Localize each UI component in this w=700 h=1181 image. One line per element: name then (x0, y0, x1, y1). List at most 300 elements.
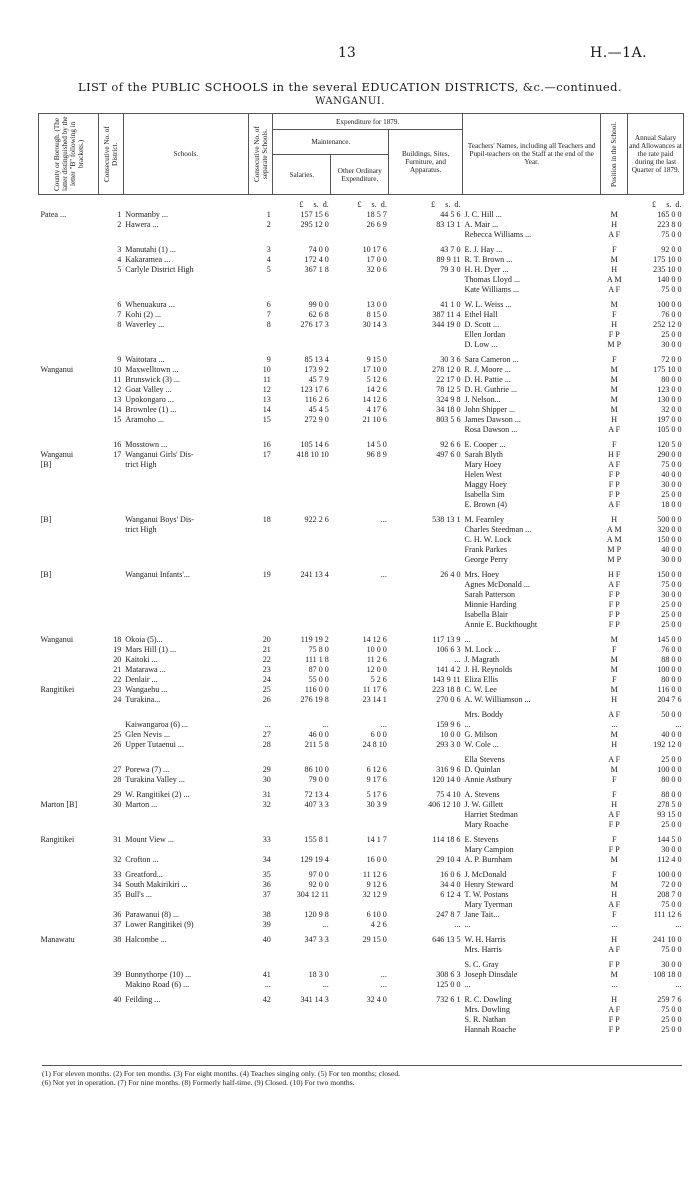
position-cell: A F (608, 945, 621, 954)
separate-no-cell: 30 (262, 775, 271, 784)
buildings-cell: 83 13 1 (436, 220, 461, 229)
school-cell (123, 1025, 248, 1035)
table-row (39, 890, 684, 900)
consec-no-cell: 8 (117, 320, 122, 329)
position-cell: M (610, 635, 618, 644)
separate-no-cell: 10 (262, 365, 271, 374)
county-cell (39, 535, 99, 545)
other-expenditure-cell (331, 610, 389, 620)
other-expenditure-cell (331, 340, 389, 350)
position-cell: F (611, 835, 617, 844)
buildings-cell (389, 755, 463, 765)
buildings-cell: 143 9 11 (432, 675, 461, 684)
annual-salary-cell: 144 5 0 (657, 835, 682, 844)
table-row (39, 415, 684, 425)
annual-salary-cell: 30 0 0 (661, 960, 682, 969)
school-cell: Lower Rangitikei (9) (125, 920, 194, 929)
other-expenditure-cell: ... (380, 980, 387, 989)
teacher-cell: J. Magrath (464, 655, 500, 664)
school-cell: Mosstown ... (125, 440, 168, 449)
salaries-cell: 922 2 6 (304, 515, 329, 524)
table-row (39, 355, 684, 365)
teacher-cell: E. Stevens (464, 835, 499, 844)
table-row (39, 720, 684, 730)
salaries-cell: 18 3 0 (308, 970, 329, 979)
position-cell: H (611, 320, 618, 329)
consec-no-cell: 32 (113, 855, 122, 864)
salaries-cell (273, 285, 331, 295)
table-row (39, 385, 684, 395)
county-cell (39, 855, 99, 865)
other-expenditure-cell: 14 1 7 (366, 835, 387, 844)
county-cell (39, 755, 99, 765)
salaries-cell (273, 545, 331, 555)
salaries-cell: 55 0 0 (308, 675, 329, 684)
annual-salary-cell: ... (675, 980, 682, 989)
teacher-cell: H. H. Dyer ... (464, 265, 509, 274)
annual-salary-cell: 30 0 0 (661, 845, 682, 854)
salaries-cell: 173 9 2 (304, 365, 329, 374)
school-cell: South Makirikiri ... (125, 880, 188, 889)
table-row (39, 800, 684, 810)
other-expenditure-cell: 5 17 6 (366, 790, 387, 799)
consec-no-cell (99, 620, 124, 630)
other-expenditure-cell: ... (380, 970, 387, 979)
table-row (39, 285, 684, 295)
teacher-cell: D. H. Pattie ... (464, 375, 511, 384)
consec-no-cell (99, 460, 124, 470)
county-cell (39, 525, 99, 535)
school-cell: Goat Valley ... (125, 385, 172, 394)
buildings-cell (389, 275, 463, 285)
buildings-cell: 30 3 6 (440, 355, 461, 364)
buildings-cell (389, 580, 463, 590)
separate-no-cell: 37 (262, 890, 271, 899)
position-cell: A F (608, 810, 621, 819)
county-cell (39, 970, 99, 980)
separate-no-cell (248, 490, 273, 500)
position-cell: H (611, 415, 618, 424)
annual-salary-cell: 108 18 0 (653, 970, 682, 979)
separate-no-cell: 36 (262, 880, 271, 889)
school-cell: Bull's ... (125, 890, 152, 899)
teacher-cell: C. H. W. Lock (464, 535, 512, 544)
buildings-cell (389, 960, 463, 970)
separate-no-cell (248, 900, 273, 910)
separate-no-cell: 40 (262, 935, 271, 944)
county-cell (39, 665, 99, 675)
consec-no-cell: 36 (113, 910, 122, 919)
buildings-cell: 293 3 0 (436, 740, 461, 749)
annual-salary-cell: 105 0 0 (657, 425, 682, 434)
consec-no-cell (99, 960, 124, 970)
school-cell: Makino Road (6) ... (125, 980, 190, 989)
county-cell (39, 610, 99, 620)
county-cell (39, 910, 99, 920)
school-cell: Bunnythorpe (10) ... (125, 970, 192, 979)
other-expenditure-cell: 14 2 6 (366, 385, 387, 394)
separate-no-cell: 41 (262, 970, 271, 979)
consec-no-cell: 16 (113, 440, 122, 449)
annual-salary-cell: 80 0 0 (661, 375, 682, 384)
buildings-cell: 29 10 4 (436, 855, 461, 864)
annual-salary-cell: 175 10 0 (653, 365, 682, 374)
position-cell: H (611, 515, 618, 524)
annual-salary-cell: 145 0 0 (657, 635, 682, 644)
county-cell (39, 1025, 99, 1035)
annual-salary-cell: 25 0 0 (661, 330, 682, 339)
school-cell (123, 810, 248, 820)
table-row (39, 755, 684, 765)
position-cell: M (610, 255, 618, 264)
salaries-cell (273, 610, 331, 620)
position-cell: F P (608, 845, 620, 854)
separate-no-cell (248, 340, 273, 350)
header-maintenance: Maintenance. (273, 130, 389, 155)
consec-no-cell (99, 425, 124, 435)
other-expenditure-cell: 29 15 0 (362, 935, 387, 944)
county-cell: Patea ... (40, 210, 67, 219)
salaries-cell (273, 810, 331, 820)
buildings-cell: 538 13 1 (432, 515, 461, 524)
buildings-cell (389, 525, 463, 535)
consec-no-cell (99, 600, 124, 610)
teacher-cell: Kate Williams ... (464, 285, 520, 294)
consec-no-cell (99, 590, 124, 600)
school-cell (123, 600, 248, 610)
separate-no-cell (248, 620, 273, 630)
consec-no-cell: 2 (117, 220, 122, 229)
table-row (39, 810, 684, 820)
buildings-cell: 406 12 10 (428, 800, 461, 809)
buildings-cell (389, 470, 463, 480)
salaries-cell: 155 8 1 (304, 835, 329, 844)
separate-no-cell (248, 470, 273, 480)
teacher-cell: M. Fearnley (464, 515, 505, 524)
consec-no-cell: 1 (117, 210, 122, 219)
salaries-cell: 172 4 0 (304, 255, 329, 264)
county-cell (39, 405, 99, 415)
teacher-cell: A. P. Burnham (464, 855, 513, 864)
buildings-cell: 223 18 8 (432, 685, 461, 694)
annual-salary-cell: 75 0 0 (661, 460, 682, 469)
position-cell: M (610, 300, 618, 309)
buildings-cell: 41 1 0 (440, 300, 461, 309)
school-cell: Wangaehu ... (125, 685, 168, 694)
other-expenditure-cell: 10 0 0 (366, 645, 387, 654)
annual-salary-cell: 25 0 0 (661, 1025, 682, 1034)
salaries-cell: 295 12 0 (300, 220, 329, 229)
school-cell (123, 580, 248, 590)
other-expenditure-cell: 9 17 6 (366, 775, 387, 784)
buildings-cell: 732 6 1 (436, 995, 461, 1004)
position-cell: M (610, 385, 618, 394)
annual-salary-cell: 25 0 0 (661, 820, 682, 829)
table-row (39, 300, 684, 310)
units-buildings: £ s. d. (431, 200, 461, 209)
salaries-cell: 123 17 6 (300, 385, 329, 394)
position-cell: A F (608, 710, 621, 719)
position-cell: M (610, 395, 618, 404)
other-expenditure-cell (331, 900, 389, 910)
header-other-expenditure: Other Ordinary Expenditure. (331, 155, 389, 195)
salaries-cell (273, 755, 331, 765)
buildings-cell (389, 230, 463, 240)
separate-no-cell: 22 (262, 655, 271, 664)
other-expenditure-cell: 21 10 6 (362, 415, 387, 424)
county-cell (39, 730, 99, 740)
table-row (39, 1025, 684, 1035)
position-cell: A F (608, 460, 621, 469)
other-expenditure-cell: 14 12 6 (362, 635, 387, 644)
buildings-cell: 78 12 5 (436, 385, 461, 394)
position-cell: F P (608, 1025, 620, 1034)
other-expenditure-cell (331, 545, 389, 555)
buildings-cell (389, 480, 463, 490)
teacher-cell: J. Nelson... (464, 395, 501, 404)
consec-no-cell (99, 340, 124, 350)
consec-no-cell: 19 (113, 645, 122, 654)
separate-no-cell: 28 (262, 740, 271, 749)
school-cell: Turakina... (125, 695, 161, 704)
school-cell: trict High (125, 460, 157, 469)
separate-no-cell (248, 710, 273, 720)
salaries-cell: 341 14 3 (300, 995, 329, 1004)
annual-salary-cell: 25 0 0 (661, 490, 682, 499)
position-cell: M (610, 655, 618, 664)
separate-no-cell: ... (264, 720, 271, 729)
other-expenditure-cell (331, 230, 389, 240)
other-expenditure-cell (331, 590, 389, 600)
table-row (39, 220, 684, 230)
school-cell: Hawera ... (125, 220, 159, 229)
buildings-cell (389, 820, 463, 830)
salaries-cell (273, 845, 331, 855)
separate-no-cell: 34 (262, 855, 271, 864)
salaries-cell (273, 960, 331, 970)
school-cell: Matarawa ... (125, 665, 166, 674)
other-expenditure-cell (331, 810, 389, 820)
teacher-cell: Maggy Hoey (464, 480, 507, 489)
buildings-cell: 159 9 6 (436, 720, 461, 729)
other-expenditure-cell (331, 525, 389, 535)
teacher-cell: M. Lock ... (464, 645, 501, 654)
table-row (39, 275, 684, 285)
salaries-cell (273, 580, 331, 590)
salaries-cell: 241 13 4 (300, 570, 329, 579)
salaries-cell: 86 10 0 (304, 765, 329, 774)
teacher-cell: A. W. Williamson ... (464, 695, 531, 704)
units-salaries: £ s. d. (299, 200, 329, 209)
separate-no-cell (248, 480, 273, 490)
consec-no-cell (99, 710, 124, 720)
separate-no-cell (248, 610, 273, 620)
buildings-cell: ... (454, 920, 461, 929)
table-row (39, 255, 684, 265)
teacher-cell: W. Cole ... (464, 740, 499, 749)
county-cell (39, 920, 99, 930)
county-cell (39, 440, 99, 450)
separate-no-cell (248, 590, 273, 600)
annual-salary-cell: 25 0 0 (661, 755, 682, 764)
teacher-cell: Sarah Blyth (464, 450, 503, 459)
separate-no-cell: 12 (262, 385, 271, 394)
other-expenditure-cell: 17 10 0 (362, 365, 387, 374)
other-expenditure-cell (331, 620, 389, 630)
buildings-cell: 278 12 0 (432, 365, 461, 374)
position-cell: F (611, 310, 617, 319)
other-expenditure-cell: 17 0 0 (366, 255, 387, 264)
other-expenditure-cell: ... (380, 515, 387, 524)
salaries-cell: 272 9 0 (304, 415, 329, 424)
table-row (39, 635, 684, 645)
teacher-cell: Ethel Hall (464, 310, 498, 319)
county-cell: [B] (40, 460, 52, 469)
position-cell: A F (608, 285, 621, 294)
position-cell: M (610, 365, 618, 374)
county-cell (39, 265, 99, 275)
county-cell (39, 645, 99, 655)
teacher-cell: R. J. Moore ... (464, 365, 511, 374)
county-cell (39, 375, 99, 385)
table-row (39, 425, 684, 435)
other-expenditure-cell (331, 425, 389, 435)
table-row (39, 790, 684, 800)
school-cell (123, 590, 248, 600)
separate-no-cell: 38 (262, 910, 271, 919)
buildings-cell: 141 4 2 (436, 665, 461, 674)
county-cell (39, 395, 99, 405)
other-expenditure-cell (331, 275, 389, 285)
footnotes (42, 1065, 682, 1087)
other-expenditure-cell (331, 555, 389, 565)
salaries-cell: 304 12 11 (296, 890, 329, 899)
county-cell (39, 720, 99, 730)
teacher-cell: Helen West (464, 470, 502, 479)
table-row (39, 525, 684, 535)
buildings-cell: 125 0 0 (436, 980, 461, 989)
consec-no-cell: 37 (113, 920, 122, 929)
consec-no-cell: 24 (113, 695, 122, 704)
table-row (39, 570, 684, 580)
other-expenditure-cell: 5 2 6 (370, 675, 387, 684)
buildings-cell (389, 330, 463, 340)
table-row (39, 230, 684, 240)
consec-no-cell (99, 580, 124, 590)
teacher-cell: S. C. Gray (464, 960, 499, 969)
buildings-cell (389, 620, 463, 630)
school-cell: Brownlee (1) ... (125, 405, 177, 414)
consec-no-cell (99, 900, 124, 910)
annual-salary-cell: 25 0 0 (661, 1015, 682, 1024)
consec-no-cell (99, 755, 124, 765)
county-cell (39, 470, 99, 480)
table-row (39, 920, 684, 930)
teacher-cell: Mrs. Harris (464, 945, 502, 954)
county-cell (39, 300, 99, 310)
other-expenditure-cell (331, 330, 389, 340)
separate-no-cell: 6 (266, 300, 271, 309)
county-cell: Wanganui (40, 450, 74, 459)
other-expenditure-cell (331, 460, 389, 470)
separate-no-cell (248, 960, 273, 970)
school-cell: Halcombe ... (125, 935, 167, 944)
table-row (39, 375, 684, 385)
county-cell (39, 620, 99, 630)
school-cell: Kohi (2) ... (125, 310, 162, 319)
county-cell (39, 340, 99, 350)
annual-salary-cell: 241 10 0 (653, 935, 682, 944)
separate-no-cell (248, 1015, 273, 1025)
salaries-cell (273, 900, 331, 910)
other-expenditure-cell: 4 17 6 (366, 405, 387, 414)
other-expenditure-cell: 10 17 6 (362, 245, 387, 254)
position-cell: F (611, 675, 617, 684)
table-row (39, 645, 684, 655)
salaries-cell: 407 3 3 (304, 800, 329, 809)
buildings-cell: 344 19 0 (432, 320, 461, 329)
school-cell (123, 1015, 248, 1025)
county-cell (39, 980, 99, 990)
county-cell (39, 555, 99, 565)
annual-salary-cell: 204 7 6 (657, 695, 682, 704)
salaries-cell: 46 0 0 (308, 730, 329, 739)
county-cell (39, 320, 99, 330)
header-salaries: Salaries. (273, 155, 331, 195)
separate-no-cell: 7 (266, 310, 271, 319)
salaries-cell: 116 0 0 (304, 685, 329, 694)
consec-no-cell: 10 (113, 365, 122, 374)
separate-no-cell: 33 (262, 835, 271, 844)
teacher-cell: Henry Steward (464, 880, 514, 889)
salaries-cell: 75 8 0 (308, 645, 329, 654)
other-expenditure-cell: 4 2 6 (370, 920, 387, 929)
position-cell: H F (608, 570, 621, 579)
teacher-cell: Mary Roache (464, 820, 509, 829)
position-cell: A F (608, 425, 621, 434)
annual-salary-cell: 80 0 0 (661, 675, 682, 684)
annual-salary-cell: 25 0 0 (661, 610, 682, 619)
county-cell (39, 245, 99, 255)
buildings-cell (389, 425, 463, 435)
buildings-cell (389, 845, 463, 855)
position-cell: M P (607, 340, 622, 349)
salaries-cell (273, 820, 331, 830)
salaries-cell: 92 0 0 (308, 880, 329, 889)
other-expenditure-cell (331, 1025, 389, 1035)
position-cell: F (611, 245, 617, 254)
school-cell: Feilding ... (125, 995, 161, 1004)
header-consecutive-no: Consecutive No. of District. (99, 114, 124, 195)
teacher-cell: R. C. Dowling (464, 995, 512, 1004)
position-cell: F (611, 775, 617, 784)
separate-no-cell: 14 (262, 405, 271, 414)
header-annual-salary: Annual Salary and Allowances at the rate paid during the last Quarter of 1879. (628, 114, 684, 195)
consec-no-cell (99, 980, 124, 990)
county-cell (39, 220, 99, 230)
position-cell: A F (608, 755, 621, 764)
consec-no-cell: 6 (117, 300, 122, 309)
teacher-cell: Isabella Blair (464, 610, 508, 619)
salaries-cell: 62 6 8 (308, 310, 329, 319)
teacher-cell: James Dawson ... (464, 415, 521, 424)
salaries-cell (273, 1015, 331, 1025)
teacher-cell: J. W. Gillett (464, 800, 504, 809)
annual-salary-cell: 76 0 0 (661, 310, 682, 319)
annual-salary-cell: 50 0 0 (661, 710, 682, 719)
teacher-cell: T. W. Postans (464, 890, 509, 899)
buildings-cell: 247 8 7 (436, 910, 461, 919)
